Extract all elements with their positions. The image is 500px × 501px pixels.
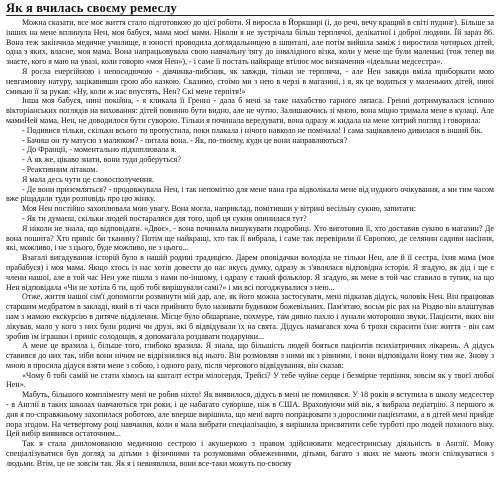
paragraph: - Бачиш он ту матусю з малюком? - питала вона. - Як, по-твоєму, куди це вони направляються? <box>22 135 348 145</box>
paragraph: Взагалі вигадування історій було в нашій родині традицією. Дарем оповідачки володіла не тільки Нен, але й її сестра, їхня мама (моя прабабуся) і моя мама. Якщо хтось із нас хотів довести до нас якусь думку, одразу ж з'являлася відповідна історія. Я згадую, як дід і ще є члени нашої, але в той час Нен уже пішла з нами по-іншому, і одразу є такий фольклор. Я згадую, як мене в той час ставило в тупик, на що Нен відповідала «Чи не хотіла б ти, щоб тобі вирішували самі?» і ми всі погоджувалися з нею... <box>6 253 494 292</box>
document-page <box>0 1 500 501</box>
paragraph: - А як же, цікаво знати, вони туди доберуться? <box>22 155 181 165</box>
paragraph: Я мала десь чути це словосполучення. <box>22 174 154 184</box>
paragraph: - Де вони приземляться? - продовжувала Нен, і так непомітно для мене нана гра відволікала мене від нудного очікування, а ми тим часом вже ріщадали туди розповідь про цю жінку. <box>6 184 494 204</box>
page-title: Як я вчилась своєму ремеслу <box>6 1 177 15</box>
paragraph: А мене це вразила і, більше того, глибоко вразила. Я знала, що більшість людей бояться пацієнтів психіатричних лікарень. А дідусь ставився до них так, ніби вони нічим не відрізнялися від нього. Він розмовляв з ними як з рівними, і вони відповідали йому тим же. Знову з мною я просила дідуся взяти мене з собою, і одного разу, після чергового відвідування, він сказав: <box>6 341 494 370</box>
paragraph: Можна сказати, все моє життя стало підготовкою до цієї роботи. Я виросла в Йоркширі (і, до речі, вечу кращий в світі пудинг). Більше за інших на мене вплинула Нен, моя бабуся, мама моєї мами. Ніколи я не зустрічала більш терплячої, делікатної і доброї людини. Їй зараз 86. Вона теж закінчила медичне училище, в юності проводила доглядальницею в шпиталі, але потім вийшла заміж і виростила чотирьох дітей, одна з яких, власне, моя мама. Вона напрацьовувала свою навчальну тягу до інвалідного візка, коли у мене ще були маленькі (тож тепер ви знаєте, кого я маю на увазі, коли говорю «моя Нен»), - і саме її постать найкраще втілює моє визначення «ідеальна медсестра». <box>6 18 494 67</box>
paragraph: Моя Нен постійно захоплювала мою увагу. Вона могла, наприклад, помітивши у вітрині весільну сукню, запитати: <box>22 204 416 214</box>
paragraph: Інша моя бабуся, нині покійна, - я кликала її Гренні - дала б мені за таке нахабство гарного ляпаса. Гренні дотримувалася істинно вікторіанських поглядів на виховання: дітей повинно бути видно, але не чутно. Залишаючись зі мною, вона міцно тримала мене в кулаці. Але мамиНей мама, Нен, не доводилося бути суворою. Тільки я починала вередувати, вона одразу ж кидала на мене хитрий погляд і говорила: <box>6 96 494 125</box>
paragraph: - Як ти думаєш, скільки людей постаралися для того, щоб ця сукня опинилася тут? <box>22 213 307 223</box>
paragraph: Я росла енергійною і непосидючою - дівчинка-пибсник, як завжди, тільки не терпляча, - але Нен завжди вміла приборкати мою невгамовну натуру, зацікавивши грою або казкою. Сказимо, стоїмо ми з нею в черзі в магазині, і я, як це водиться у маленьких дітей, ниюі смикаю її за рукав: «Ну, коли ж нас впустять, Нен? Скі мене терпітя!» <box>6 66 494 96</box>
paragraph: - Подивися тільки, скільки всього ти пропустила, поки плакала і нічого навколо не помічала! І сама зацікавлено дивилася в інший бік. <box>22 125 483 135</box>
paragraph: Отже, життя нашої сім'ї допомогли розвинути мій дар, але, як його можна застосувати, мені підказав дідусь, чоловік Нен. Він працював старшим медбратом в закладі, який в ті часи прийнято було називати будинком божевільних. Пам'ятаю, восьм ріс рах на Різдво він влаштував нам з мамою екскурсію в дитяче відділення. Місце було обшарпане, похмуре, там дивно пахло і лунали моторошні звуки. Пацієнти, яких він лікував, мало у кого з них були родичі чи друзі, які б відвідували їх на свята. Дідусь намагався хоча б трохи скрасити їхнє життя - він сам зробив їм іграшки і приніс солодощів, я допомагала роздавати подарунки... <box>6 292 494 341</box>
title-bar <box>6 1 494 16</box>
paragraph: Мабуть, більшого компліменту мені не робив ніхто! Як виявилося, дідусь в мені не помилявся. У 18 років я вступила в школу медсестер - в Англії в таких школах навчаються три роки, і це набагато суворіше, ніж в США. Враховуючи мій вік, я вибрала педіатрію. З першого ж дня я по-справжньому захопилася роботою, але вперше вирішила, що мені варто попрацювати з дорослими пацієнтами, а в дітей мені прийде пора згодом. На четвертому році навчання, коли я мала вибрати спеціалізацію, я вирішила присвятити себе турботі про людей похилого віку. Цей вибір виявився остаточним... <box>6 390 494 439</box>
paragraph: Я ніколи не знала, що відповідати. «Двоє», - вона починала вишукувати подробиці. Хто виготовив її, хто доставив сукню в магазин? Де вона пошита? Хто приніс би тканину? Потім ще найкращі, хто так її вибрала, і саме так перевірили її Європою, де селянин садиви насіння, які, можливо, і не з цього, буде можливо, не з цього... <box>6 223 494 253</box>
paragraph: - Реактивним літаком. <box>22 164 98 174</box>
paragraph: Так я стала дипломованою медичною сестрою і акушеркою з правом здійснювати медсестринську діяльність в Англії. Можу спеціалізуватися був догляд за дітьми з фізичними та розумовими обмеженнями, дітьми, багато з яких не мають змоги спілкуватися з людьми. Втім, це не зовсім так. Як я і невиявляла, вони все-таки можуть по-своєму <box>6 439 494 468</box>
paragraph: - До Франції, - моментально підхоплювала я. <box>22 145 177 155</box>
article-body <box>6 18 494 469</box>
paragraph: «Чому б тобі самій не стати хімось на кшталт естри мілосердя, Трейсі? У тебе чуйне серце і безмірне терпіння, зовсім як у твоєї любої Нен». <box>6 370 494 390</box>
